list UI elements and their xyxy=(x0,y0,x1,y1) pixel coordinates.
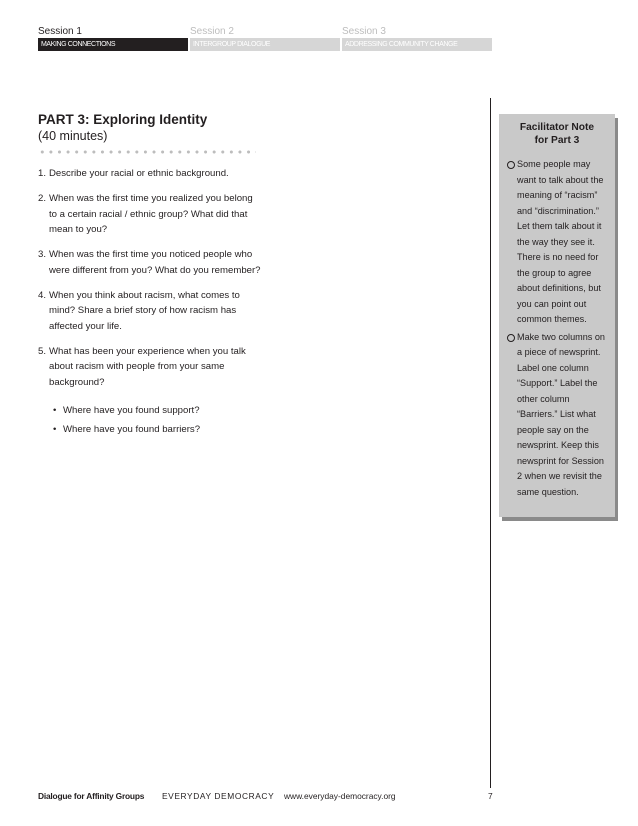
page-number: 7 xyxy=(488,791,493,801)
sub-question-item xyxy=(53,403,263,419)
question-number: 5. xyxy=(38,345,47,357)
session-name: Session 3 xyxy=(342,26,386,37)
sub-question-item xyxy=(53,422,263,438)
question-number: 4. xyxy=(38,289,47,301)
question-text: When you think about racism, what comes to mind? Share a brief story of how racism has affected your life. xyxy=(49,289,240,332)
facilitator-note xyxy=(499,114,615,517)
question-item xyxy=(38,344,261,438)
part-duration: (40 minutes) xyxy=(38,129,108,143)
session-name: Session 2 xyxy=(190,26,234,37)
question-number: 2. xyxy=(38,193,47,204)
question-item xyxy=(38,166,261,182)
question-text: What has been your experience when you talk about racism with people from your same background? xyxy=(49,345,246,388)
facilitator-note-item xyxy=(499,330,615,501)
session-name: Session 1 xyxy=(38,26,82,37)
question-number: 3. xyxy=(38,249,47,260)
part-title: PART 3: Exploring Identity xyxy=(38,112,208,127)
question-item xyxy=(38,288,261,335)
session-1-tab xyxy=(38,26,188,51)
column-divider xyxy=(490,98,491,788)
facilitator-note-title-line2: for Part 3 xyxy=(534,135,580,146)
session-topic-bar: MAKING CONNECTIONS xyxy=(38,38,188,51)
sub-question-text: Where have you found support? xyxy=(63,405,200,416)
bullet-icon: • xyxy=(53,405,57,416)
facilitator-note-title-line1: Facilitator Note xyxy=(519,122,595,133)
bullet-icon: • xyxy=(53,423,57,435)
circle-bullet-icon xyxy=(507,334,515,342)
sub-question-text: Where have you found barriers? xyxy=(63,423,201,435)
facilitator-note-text: Some people may want to talk about the meaning of “racism” and “discrimination.” Let them talk about it the way they see it. There is no need for the group to agree about definitions, but you can point out common themes. xyxy=(517,159,604,324)
session-topic-bar: ADDRESSING COMMUNITY CHANGE xyxy=(342,38,492,51)
question-number: 1. xyxy=(38,168,47,179)
footer-guide-title: Dialogue for Affinity Groups xyxy=(38,791,145,801)
dotted-divider xyxy=(38,150,256,154)
facilitator-note-item xyxy=(499,157,615,328)
main-content xyxy=(38,112,458,447)
question-list xyxy=(38,166,458,437)
circle-bullet-icon xyxy=(507,161,515,169)
facilitator-note-text: Make two columns on a piece of newsprint. Label one column “Support.” Label the other column “Barriers.” List what people say on the newsprint. Keep this newsprint for Session 2 when we revisit the same question. xyxy=(517,331,605,497)
question-text: When was the first time you realized you belong to a certain racial / ethnic group? What did that mean to you? xyxy=(49,193,253,235)
session-2-tab xyxy=(190,26,340,51)
question-item xyxy=(38,247,261,278)
session-3-tab xyxy=(342,26,492,51)
question-text: Describe your racial or ethnic background. xyxy=(49,168,229,179)
facilitator-note-title xyxy=(499,121,615,147)
question-item xyxy=(38,191,261,238)
footer-url: www.everyday-democracy.org xyxy=(284,791,396,801)
session-topic-bar: INTERGROUP DIALOGUE xyxy=(190,38,340,51)
sub-question-list xyxy=(53,403,261,437)
question-text: When was the first time you noticed people who were different from you? What do you remember? xyxy=(49,249,261,276)
footer-organization: EVERYDAY DEMOCRACY xyxy=(162,791,275,801)
session-navigation xyxy=(38,26,491,54)
